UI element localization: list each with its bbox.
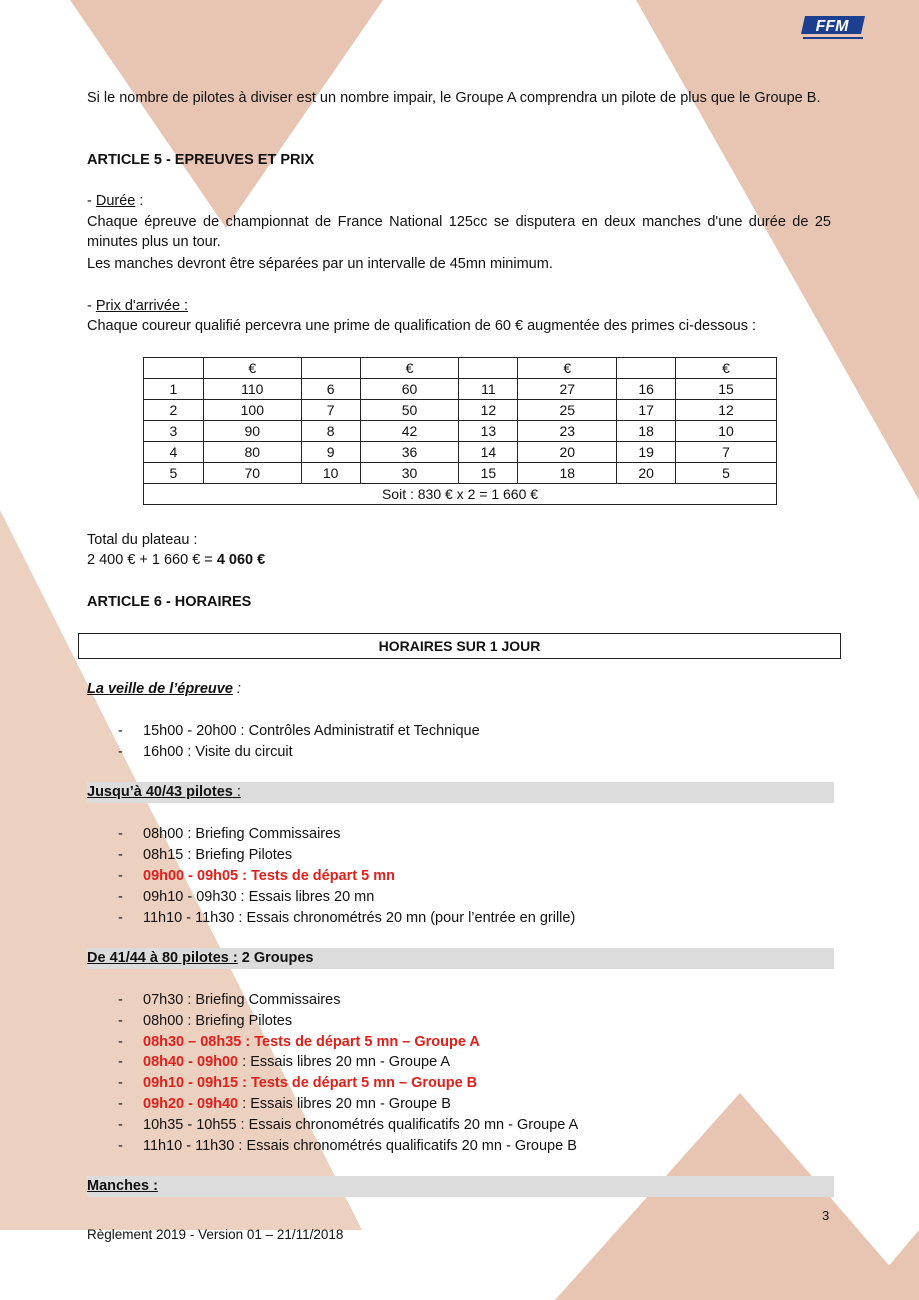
bullet-dash: - — [118, 992, 123, 1008]
table-cell: 110 — [203, 379, 301, 400]
prix-text: Chaque coureur qualifié percevra une prime de qualification de 60 € augmentée des primes ci-dessous : — [87, 318, 757, 334]
duree-text-2: Les manches devront être séparées par un intervalle de 45mn minimum. — [87, 256, 553, 272]
list-item — [143, 887, 374, 907]
list-item-text: 07h30 : Briefing Commissaires — [143, 992, 341, 1008]
table-cell: 4 — [144, 442, 204, 463]
list-item: 15h00 - 20h00 : Contrôles Administratif et Technique — [143, 723, 480, 739]
table-cell — [144, 358, 204, 379]
table-row — [144, 463, 777, 484]
list-item-text: : Essais libres 20 mn - Groupe B — [238, 1096, 451, 1112]
list-item — [143, 990, 340, 1010]
bullet-dash: - — [118, 847, 123, 863]
table-cell — [617, 358, 676, 379]
table-row — [144, 421, 777, 442]
table-cell — [459, 358, 518, 379]
list-item — [143, 1115, 578, 1135]
page-number: 3 — [822, 1208, 830, 1223]
bullet-dash: - — [118, 1075, 123, 1092]
section1-label: Jusqu’à 40/43 pilotes — [87, 784, 233, 800]
table-cell: € — [360, 358, 459, 379]
article6-title: ARTICLE 6 - HORAIRES — [87, 594, 252, 610]
bullet-dash: - — [118, 826, 123, 842]
veille-label: La veille de l’épreuve — [87, 681, 233, 697]
prix-heading: - Prix d'arrivée : — [87, 298, 189, 314]
prize-table — [143, 357, 777, 505]
table-cell: 17 — [617, 400, 676, 421]
duree-text-1: Chaque épreuve de championnat de France National 125cc se disputera en deux manches d'une durée de 25 minutes plus un tour. — [87, 214, 831, 250]
list-item — [143, 908, 575, 928]
bullet-dash: - — [118, 1096, 123, 1112]
table-cell: 50 — [360, 400, 459, 421]
table-cell: 8 — [301, 421, 360, 442]
table-cell: 12 — [676, 400, 777, 421]
table-cell: 18 — [518, 463, 617, 484]
list-item — [143, 1073, 477, 1093]
table-cell: 7 — [301, 400, 360, 421]
veille-heading — [87, 679, 241, 699]
table-cell: 42 — [360, 421, 459, 442]
table-cell: 14 — [459, 442, 518, 463]
duree-suffix: : — [135, 193, 144, 209]
horaires-box: HORAIRES SUR 1 JOUR — [78, 633, 841, 659]
bullet-dash: - — [118, 889, 123, 905]
list-item-highlight: 09h20 - 09h40 — [143, 1096, 239, 1112]
bullet-dash: - — [118, 910, 123, 926]
total-value: 4 060 € — [216, 552, 266, 568]
bullet-dash: - — [118, 1137, 123, 1154]
bullet-dash: - — [118, 868, 123, 884]
table-cell: € — [676, 358, 777, 379]
table-header-row — [144, 358, 777, 379]
table-cell: € — [518, 358, 617, 379]
table-cell: 5 — [144, 463, 204, 484]
bullet-dash: - — [118, 1116, 123, 1133]
table-cell: 5 — [676, 463, 777, 484]
list-item — [143, 1032, 480, 1052]
total-calc: 2 400 € + 1 660 € = — [87, 552, 217, 568]
table-cell: 3 — [144, 421, 204, 442]
list-item-text: 08h15 : Briefing Pilotes — [143, 847, 293, 863]
list-item — [143, 1052, 450, 1072]
table-cell: 15 — [459, 463, 518, 484]
prix-suffix: : — [180, 298, 189, 314]
table-cell: 6 — [301, 379, 360, 400]
section1-bar — [87, 782, 834, 803]
table-cell: 70 — [203, 463, 301, 484]
bullet-dash: - — [118, 1012, 123, 1029]
table-cell: 2 — [144, 400, 204, 421]
table-cell — [301, 358, 360, 379]
bullet-dash: - — [118, 744, 123, 760]
table-cell: 36 — [360, 442, 459, 463]
intro-paragraph: Si le nombre de pilotes à diviser est un nombre impair, le Groupe A comprendra un pilote de plus que le Groupe B. — [87, 90, 821, 106]
section2-bar — [87, 948, 834, 969]
table-cell: 20 — [617, 463, 676, 484]
section3-label: Manches : — [87, 1178, 158, 1194]
table-cell: 13 — [459, 421, 518, 442]
ffm-logo — [799, 14, 867, 42]
table-cell: 80 — [203, 442, 301, 463]
table-cell: 12 — [459, 400, 518, 421]
table-cell: 30 — [360, 463, 459, 484]
list-item-highlight: 09h00 - 09h05 : Tests de départ 5 mn — [143, 868, 395, 884]
table-cell: 25 — [518, 400, 617, 421]
table-cell: 27 — [518, 379, 617, 400]
list-item-text: 08h00 : Briefing Commissaires — [143, 826, 341, 842]
section2-label: De 41/44 à 80 pilotes : — [87, 950, 238, 966]
footer-version: Règlement 2019 - Version 01 – 21/11/2018 — [87, 1227, 344, 1242]
list-item: 16h00 : Visite du circuit — [143, 744, 293, 760]
veille-suffix: : — [232, 681, 241, 697]
table-row — [144, 400, 777, 421]
table-footer-row — [144, 484, 777, 505]
section3-bar — [87, 1176, 834, 1197]
list-item — [143, 824, 340, 844]
list-item-text: 10h35 - 10h55 : Essais chronométrés qualificatifs 20 mn - Groupe A — [143, 1116, 579, 1133]
section2-suffix: 2 Groupes — [237, 950, 314, 966]
table-cell: 16 — [617, 379, 676, 400]
table-cell: 1 — [144, 379, 204, 400]
table-cell: 23 — [518, 421, 617, 442]
article5-title: ARTICLE 5 - EPREUVES ET PRIX — [87, 152, 315, 168]
list-item-highlight: 08h30 – 08h35 : Tests de départ 5 mn – Groupe A — [143, 1033, 480, 1050]
duree-heading: - Durée : — [87, 193, 144, 209]
list-item-text: : Essais libres 20 mn - Groupe A — [238, 1054, 451, 1071]
table-cell: 20 — [518, 442, 617, 463]
list-item-highlight: 09h10 - 09h15 : Tests de départ 5 mn – Groupe B — [143, 1075, 478, 1092]
table-cell: 60 — [360, 379, 459, 400]
table-cell: 10 — [301, 463, 360, 484]
table-cell: 90 — [203, 421, 301, 442]
table-cell: 18 — [617, 421, 676, 442]
total-label: Total du plateau : — [87, 532, 198, 548]
logo-text: FFM — [815, 18, 849, 35]
total-line — [87, 550, 265, 570]
bullet-dash: - — [118, 1033, 123, 1050]
section1-suffix: : — [232, 784, 241, 800]
list-item-text: 11h10 - 11h30 : Essais chronométrés 20 mn (pour l’entrée en grille) — [143, 910, 576, 926]
list-item — [143, 1094, 451, 1114]
list-item — [143, 845, 292, 865]
bullet-dash: - — [118, 1054, 123, 1071]
table-cell: 10 — [676, 421, 777, 442]
duree-label: Durée — [95, 193, 136, 209]
table-cell: 15 — [676, 379, 777, 400]
table-cell: 9 — [301, 442, 360, 463]
table-row — [144, 442, 777, 463]
list-item — [143, 1011, 292, 1031]
table-footer-cell: Soit : 830 € x 2 = 1 660 € — [144, 484, 777, 505]
list-item-highlight: 08h40 - 09h00 — [143, 1054, 239, 1071]
table-cell: 19 — [617, 442, 676, 463]
table-cell: 11 — [459, 379, 518, 400]
list-item-text: 09h10 - 09h30 : Essais libres 20 mn — [143, 889, 375, 905]
list-item — [143, 866, 395, 886]
list-item — [143, 1136, 577, 1156]
table-cell: 100 — [203, 400, 301, 421]
bullet-dash: - — [118, 723, 123, 739]
list-item-text: 11h10 - 11h30 : Essais chronométrés qualificatifs 20 mn - Groupe B — [143, 1137, 577, 1154]
table-cell: € — [203, 358, 301, 379]
table-row — [144, 379, 777, 400]
table-cell: 7 — [676, 442, 777, 463]
prix-label: Prix d'arrivée — [95, 298, 181, 314]
list-item-text: 08h00 : Briefing Pilotes — [143, 1012, 293, 1029]
